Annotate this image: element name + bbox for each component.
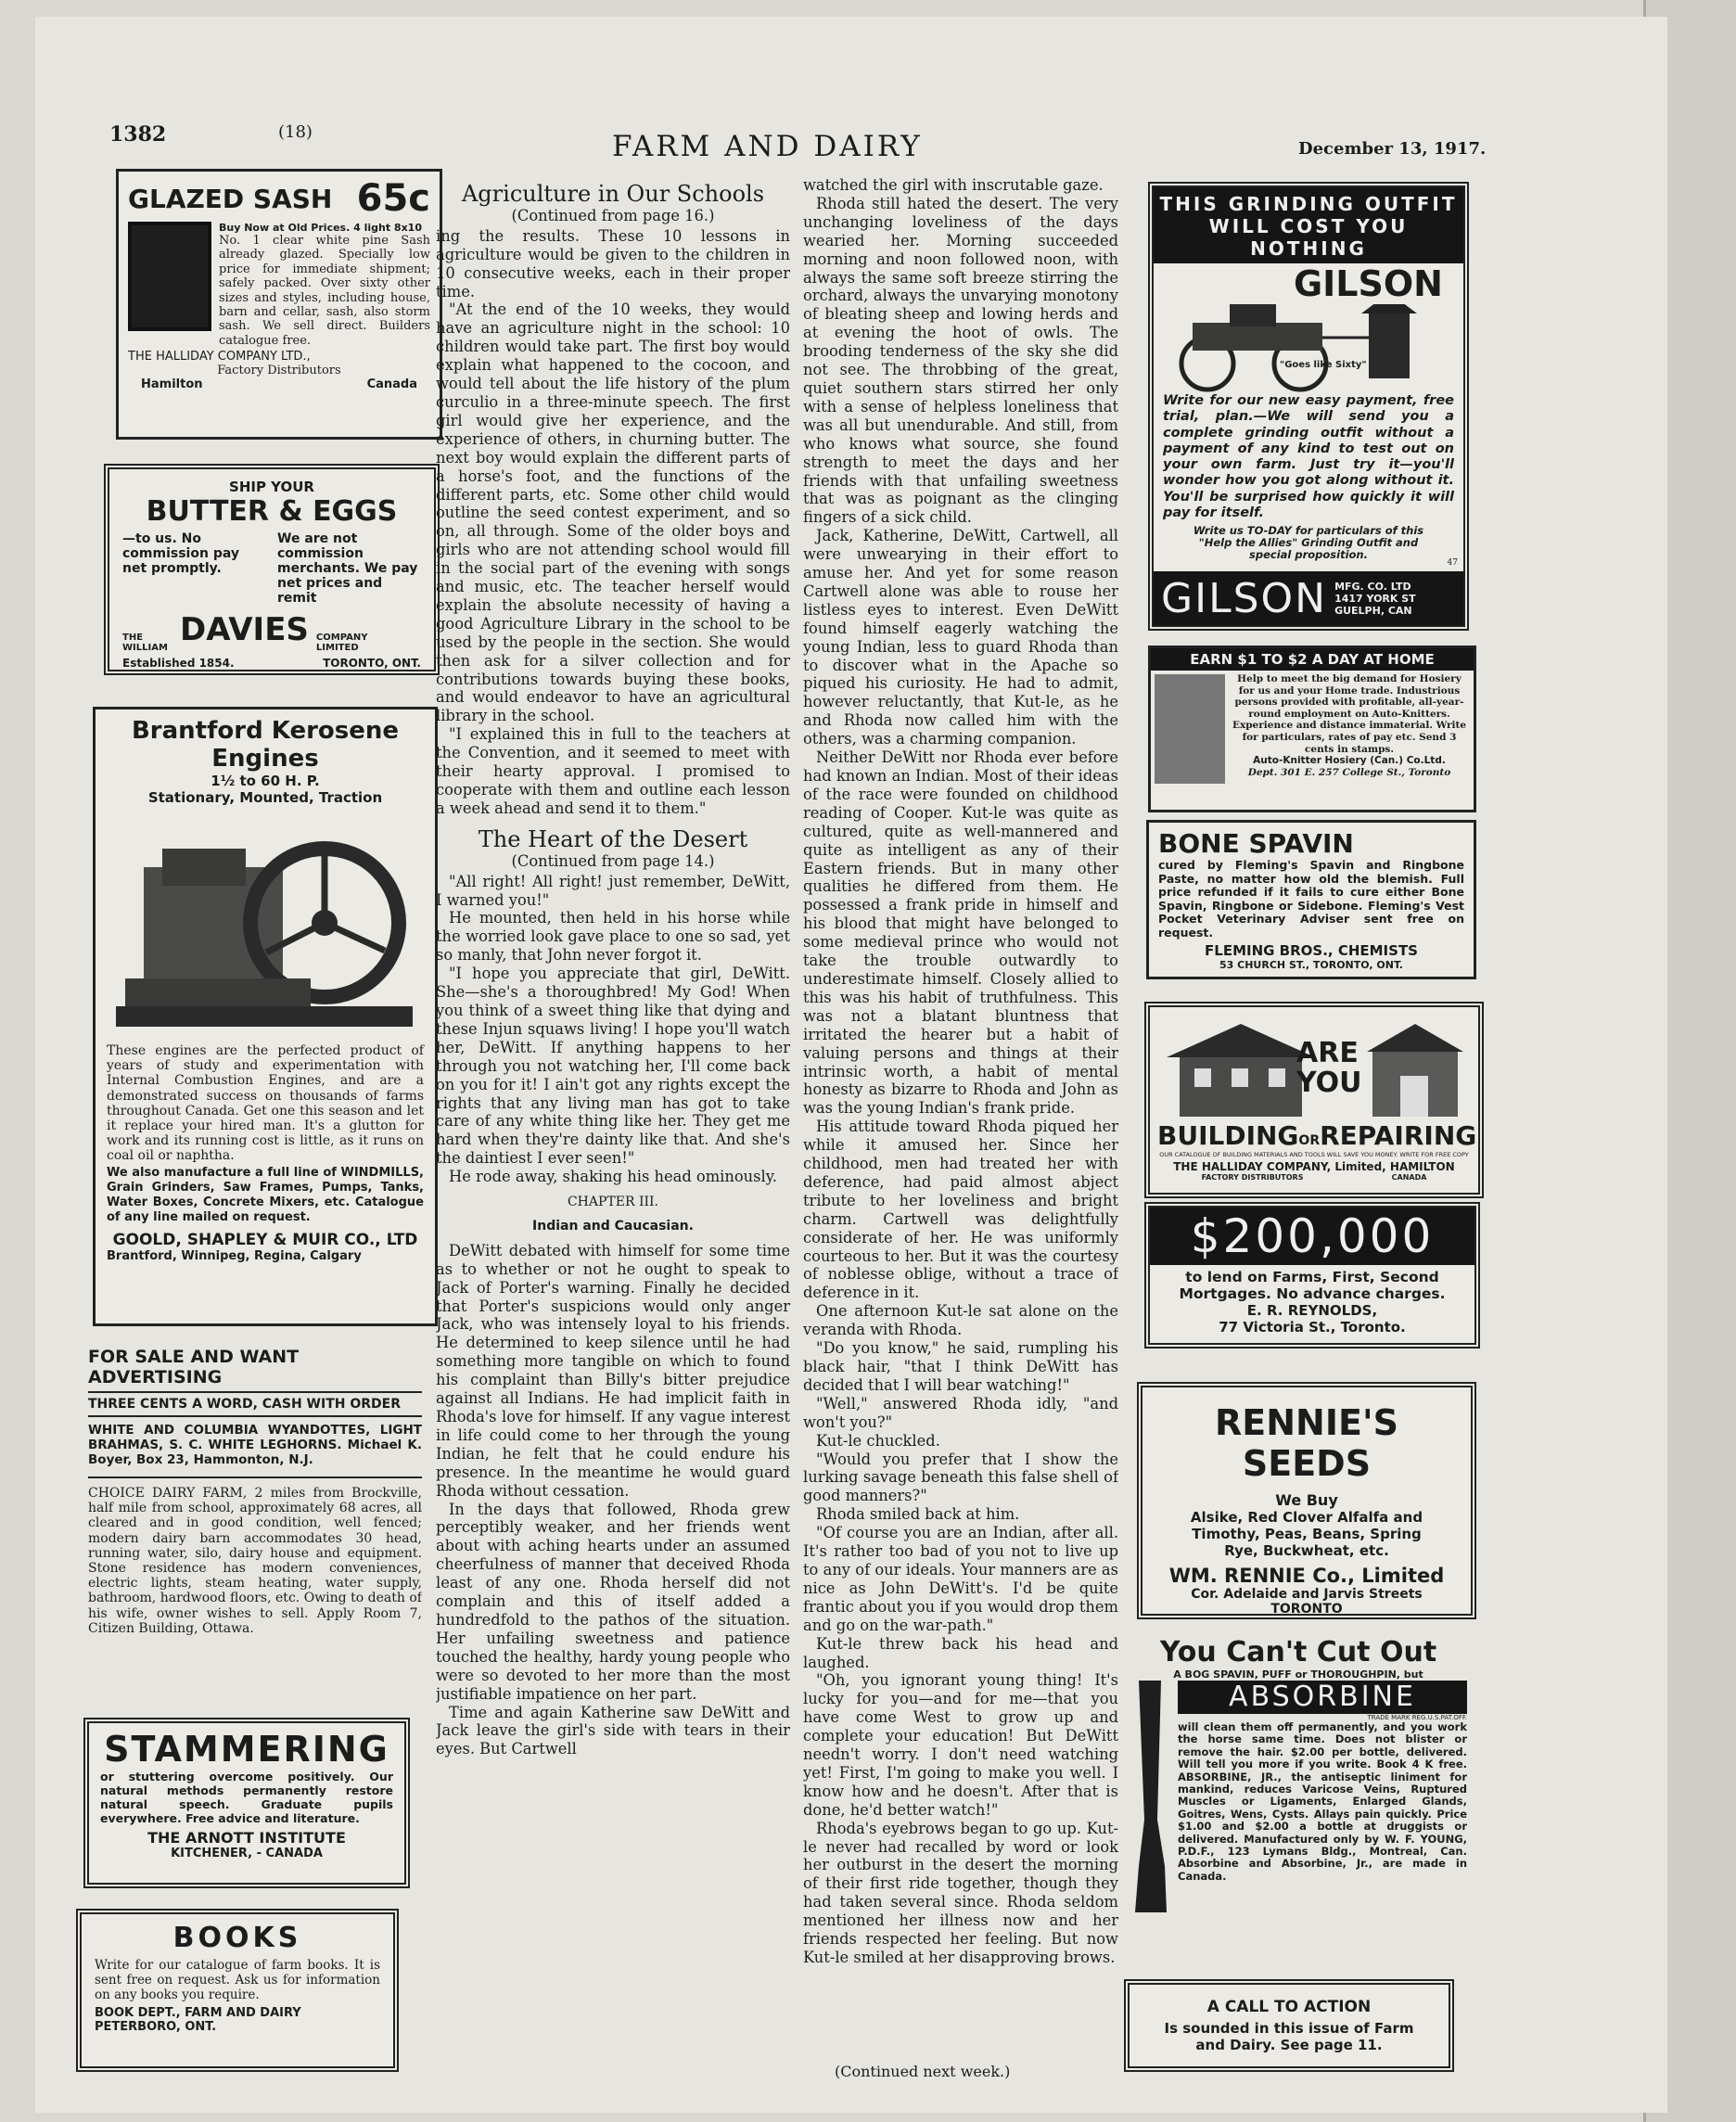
chapter-number: CHAPTER III. bbox=[567, 1195, 659, 1210]
books-city: PETERBORO, ONT. bbox=[95, 2020, 217, 2034]
knitter-body: Help to meet the big demand for Hosiery for us and your Home trade. Industrious persons provided with profitable, all-year-round employment on Auto-Knitters. Experience and distance immaterial. Write for particulars, rates of pay etc. Send 3 cents in stamps. bbox=[1232, 673, 1467, 755]
halliday-country: CANADA bbox=[1391, 1173, 1427, 1182]
desert-title: The Heart of the Desert bbox=[478, 825, 748, 852]
or-word: OR bbox=[1298, 1133, 1321, 1148]
rennie-address: Cor. Adelaide and Jarvis Streets bbox=[1191, 1587, 1423, 1602]
davies-company-limited: COMPANY LIMITED bbox=[315, 633, 368, 653]
desert-paragraph: DeWitt debated with himself for some time as to whether or not he ought to speak to Jack of Porter's warning. Finally he decided that Porter's suspicions would only anger Jack, who was intensely loyal to his friends. He determined to keep silence until he had something more tangible on which to found his complaint than Billy's bitter prejudice against all Indians. He had implicit faith in Rhoda's love for himself. If any vague interest in life could come to her through the young Indian, he felt that he could endure his presence. In the meantime he would guard Rhoda without cessation. bbox=[436, 1241, 790, 1500]
desert-paragraph: One afternoon Kut-le sat alone on the veranda with Rhoda. bbox=[803, 1302, 1118, 1339]
davies-body-right: We are not commission merchants. We pay net prices and remit bbox=[277, 531, 418, 606]
gilson-brand: GILSON bbox=[1293, 263, 1443, 304]
brantford-title: Brantford Kerosene Engines bbox=[131, 717, 400, 773]
books-dept: BOOK DEPT., FARM AND DAIRY bbox=[95, 2006, 301, 2020]
buildings-illustration bbox=[1157, 1011, 1471, 1120]
desert-paragraph: Kut-le threw back his head and laughed. bbox=[803, 1634, 1118, 1671]
sub-page-number: (18) bbox=[278, 122, 313, 142]
desert-paragraph: His attitude toward Rhoda piqued her while it amused her. Since her childhood, men had treated her with deference, had paid almost abject tribute to her loveliness and bright charm. Cartwell was delightfully considerate of her. He was uniformly courteous to her. But it was the courtesy of noblesse oblige, without a trace of deference in it. bbox=[803, 1118, 1118, 1302]
chapter-title: Indian and Caucasian. bbox=[532, 1218, 694, 1234]
davies-ad bbox=[104, 464, 440, 675]
desert-paragraph: Jack, Katherine, DeWitt, Cartwell, all were unwearying in their effort to amuse her. And yet for some reason Cartwell alone was able to rouse her listless eyes to interest. Even DeWitt found himself eagerly watching the young Indian, less to guard Rhoda than to discover what in the Apache so piqued his curiosity. He had to admit, however reluctantly, that Kut-le, as he and Rhoda now called him with the others, was a charming companion. bbox=[803, 527, 1118, 748]
classified-section bbox=[88, 1347, 422, 1699]
books-title: BOOKS bbox=[172, 1922, 302, 1954]
absorbine-body: will clean them off permanently, and you work the horse same time. Does not blister or remove the hair. $2.00 per bottle, delivered. Will tell you more if you write. Book 4 K free. ABSORBINE, JR., the antiseptic liniment for mankind, reduces Varicose Veins, Ruptured Muscles or Ligaments, Enlarged Glands, Goitres, Wens, Cysts. Allays pain quickly. Price $1.00 and $2.00 a bottle at druggists or delivered. Manufactured only by W. F. YOUNG, P.D.F., 123 Lymans Bldg., Montreal, Can. Absorbine and Absorbine, Jr., are made in Canada. bbox=[1178, 1720, 1467, 1883]
agriculture-paragraph: "I explained this in full to the teachers at the Convention, and it seemed to meet with their hearty approval. I promised to cooperate with them and outline each lesson a week ahead and send it to them." bbox=[436, 725, 790, 817]
auto-knitter-ad bbox=[1148, 646, 1476, 812]
halliday-building-ad bbox=[1144, 1002, 1484, 1198]
horse-leg-illustration bbox=[1130, 1681, 1172, 1922]
glazed-sash-city: Hamilton bbox=[141, 377, 203, 392]
reynolds-name: E. R. REYNOLDS, bbox=[1246, 1302, 1378, 1319]
call-body: Is sounded in this issue of Farm and Dairy. See page 11. bbox=[1164, 2020, 1414, 2053]
glazed-sash-body: No. 1 clear white pine Sash already glazed. Specially low price for immediate shipment; safely packed. Over sixty other sizes and styles, including house, barn and cellar, sash, also storm sash. We sell direct. Builders catalogue free. bbox=[219, 234, 430, 348]
rennie-title: RENNIE'S SEEDS bbox=[1215, 1402, 1398, 1484]
rennie-we-buy: We Buy bbox=[1275, 1491, 1338, 1509]
desert-paragraph: In the days that followed, Rhoda grew perceptibly weaker, and her friends went about with aching hearts under an assumed cheerfulness of manner that deceived Rhoda least of any one. Rhoda herself did not complain and this of itself added a hundredfold to the pathos of the situation. Her unfailing sweetness and patience touched the healthy, hardy young people who were so devoted to her more than the most justifiable impatience on her part. bbox=[436, 1500, 790, 1703]
desert-paragraph: Rhoda's eyebrows began to go up. Kut-le never had recalled by word or look her outburst in the desert the morning of their first ride together, though they had taken several since. Rhoda seldom mentioned her illness now and her friends respected her feeling. But now Kut-le smiled at her disapproving brows. bbox=[803, 1819, 1118, 1966]
spavin-title: BONE SPAVIN bbox=[1158, 828, 1354, 859]
classified-item-wyandottes: WHITE AND COLUMBIA WYANDOTTES, LIGHT BRAHMAS, S. C. WHITE LEGHORNS. Michael K. Boyer, Box 23, Hammonton, N.J. bbox=[88, 1423, 422, 1467]
knitter-illustration bbox=[1155, 674, 1225, 784]
stammering-title: STAMMERING bbox=[104, 1729, 389, 1770]
davies-ship: SHIP YOUR bbox=[229, 479, 314, 495]
agriculture-title: Agriculture in Our Schools bbox=[461, 182, 765, 207]
davies-title: BUTTER & EGGS bbox=[146, 495, 398, 528]
desert-paragraph: "All right! All right! just remember, DeWitt, I warned you!" bbox=[436, 872, 790, 909]
stammering-ad bbox=[83, 1718, 410, 1888]
stammering-city: KITCHENER, - CANADA bbox=[171, 1847, 323, 1860]
desert-paragraph: Neither DeWitt nor Rhoda ever before had known an Indian. Most of their ideas of the race were founded on childhood reading of Cooper. Kut-le was quite as cultured, quite as well-mannered and quite as intelligent as any of their Eastern friends. But in many other qualities he differed from them. He possessed a frank pride in himself and his blood that might have belonged to some medieval prince who would not take the trouble outwardly to underestimate himself. Closely allied to this was his habit of truthfulness. This was not a blatant bluntness that irritated the hearer but a habit of valuing persons and things at their intrinsic worth, a habit of mental honesty as bizarre to Rhoda and John as was the young Indian's frank pride. bbox=[803, 748, 1118, 1118]
knitter-address: Dept. 301 E. 257 College St., Toronto bbox=[1247, 766, 1451, 778]
davies-body-left: —to us. No commission pay net promptly. bbox=[122, 531, 239, 576]
gilson-number: 47 bbox=[1447, 558, 1458, 568]
knitter-title: EARN $1 TO $2 A DAY AT HOME bbox=[1151, 648, 1474, 671]
reynolds-body: to lend on Farms, First, Second Mortgages. No advance charges. bbox=[1179, 1269, 1446, 1302]
agriculture-continued: (Continued from page 16.) bbox=[511, 206, 715, 224]
desert-continued: (Continued from page 14.) bbox=[511, 851, 715, 870]
gilson-footer-addr1: 1417 YORK ST bbox=[1334, 592, 1416, 605]
gilson-footer-addr2: GUELPH, CAN bbox=[1334, 604, 1412, 617]
knitter-company: Auto-Knitter Hosiery (Can.) Co.Ltd. bbox=[1253, 755, 1446, 767]
classified-rate: THREE CENTS A WORD, CASH WITH ORDER bbox=[88, 1397, 401, 1412]
gilson-head-2: WILL COST YOU NOTHING bbox=[1154, 215, 1463, 263]
glazed-sash-price: 65c bbox=[356, 177, 430, 220]
desert-paragraph: He rode away, shaking his head ominously. bbox=[449, 1168, 777, 1186]
absorbine-sub: A BOG SPAVIN, PUFF or THOROUGHPIN, but bbox=[1173, 1668, 1423, 1681]
rennie-company: WM. RENNIE Co., Limited bbox=[1168, 1565, 1445, 1587]
brantford-company: GOOLD, SHAPLEY & MUIR CO., LTD bbox=[112, 1230, 418, 1249]
davies-city: TORONTO, ONT. bbox=[323, 657, 421, 670]
halliday-subline: FACTORY DISTRIBUTORS bbox=[1201, 1173, 1304, 1182]
repairing-word: REPAIRING bbox=[1320, 1120, 1477, 1151]
reynolds-address: 77 Victoria St., Toronto. bbox=[1219, 1319, 1406, 1336]
spavin-company: FLEMING BROS., CHEMISTS bbox=[1205, 941, 1418, 959]
brantford-cities: Brantford, Winnipeg, Regina, Calgary bbox=[107, 1248, 362, 1263]
brantford-hp: 1½ to 60 H. P. bbox=[211, 773, 320, 789]
halliday-company: THE HALLIDAY COMPANY, Limited, HAMILTON bbox=[1173, 1160, 1455, 1173]
article-column-middle bbox=[436, 182, 790, 2083]
gilson-tagline: "Goes like Sixty" bbox=[1280, 360, 1367, 370]
rennie-items: Alsike, Red Clover Alfalfa and Timothy, Peas, Beans, Spring Rye, Buckwheat, etc. bbox=[1190, 1509, 1423, 1559]
brantford-body: These engines are the perfected product of years of study and experimentation with Internal Combustion Engines, and are a demonstrated success on thousands of farms throughout Canada. Get one this season and let it replace your hired man. It's a glutton for work and its running cost is little, as it runs on coal oil or naphtha. bbox=[107, 1043, 424, 1164]
article-column-right bbox=[803, 176, 1118, 2059]
gilson-ad bbox=[1148, 182, 1469, 631]
books-ad bbox=[76, 1909, 399, 2072]
desert-paragraph: "I hope you appreciate that girl, DeWitt. She—she's a thoroughbred! My God! When you think of a sweet thing like that dying and these Injun squaws living! I hope you'll watch her, DeWitt. If anything happens to her through you not watching her, I'll come back on you for it! I ain't got any rights except the rights that any living man has got to take care of any white thing like her. They get me hard when they're dainty like that. And she's the daintiest I ever seen!" bbox=[436, 965, 790, 1168]
desert-paragraph: "Would you prefer that I show the lurking savage beneath this false shell of good manners?" bbox=[803, 1450, 1118, 1505]
desert-paragraph: "Of course you are an Indian, after all. It's rather too bad of you not to live up to any of our ideals. Your manners are as nice as John DeWitt's. I'd be quite frantic about you if you would drop them and go on the war-path." bbox=[803, 1524, 1118, 1634]
call-to-action-box bbox=[1124, 1979, 1454, 2072]
call-title: A CALL TO ACTION bbox=[1206, 1998, 1372, 2016]
halliday-sub: OUR CATALOGUE OF BUILDING MATERIALS AND TOOLS WILL SAVE YOU MONEY. WRITE FOR FREE COPY bbox=[1159, 1151, 1469, 1158]
gilson-footer-co: MFG. CO. LTD bbox=[1334, 580, 1411, 593]
absorbine-brand: ABSORBINE bbox=[1178, 1681, 1467, 1714]
issue-date: December 13, 1917. bbox=[1298, 139, 1487, 159]
books-body: Write for our catalogue of farm books. It is sent free on request. Ask us for information on any books you require. bbox=[95, 1958, 380, 2002]
absorbine-trademark: TRADE MARK REG.U.S.PAT.OFF. bbox=[1367, 1714, 1467, 1721]
davies-name: DAVIES bbox=[180, 611, 309, 648]
gilson-body: Write for our new easy payment, free trial, plan.—We will send you a complete grinding outfit without a payment of any kind to test out on your own farm. Just try it—you'll wonder how you got along without it. You'll be surprised how quickly it will pay for itself. bbox=[1163, 393, 1454, 521]
rennie-city: TORONTO bbox=[1270, 1602, 1343, 1617]
gilson-head-1: THIS GRINDING OUTFIT bbox=[1154, 187, 1463, 215]
engine-illustration bbox=[107, 812, 424, 1043]
glazed-sash-lead: Buy Now at Old Prices. 4 light 8x10 bbox=[219, 222, 422, 234]
brantford-body2: We also manufacture a full line of WINDMILLS, Grain Grinders, Saw Frames, Pumps, Tanks, Water Boxes, Concrete Mixers, etc. Catalogue of any line mailed on request. bbox=[107, 1165, 424, 1224]
continued-next-week: (Continued next week.) bbox=[835, 2063, 1011, 2080]
desert-paragraph: Time and again Katherine saw DeWitt and Jack leave the girl's side with tears in their eyes. But Cartwell bbox=[436, 1703, 790, 1758]
desert-paragraph: "Do you know," he said, rumpling his black hair, "that I think DeWitt has decided that I will bear watching!" bbox=[803, 1339, 1118, 1394]
desert-paragraph: Rhoda smiled back at him. bbox=[816, 1505, 1020, 1524]
glazed-sash-country: Canada bbox=[366, 377, 417, 392]
window-illustration bbox=[128, 222, 211, 331]
are-you-text: ARE YOU bbox=[1296, 1037, 1362, 1099]
agriculture-paragraph: ing the results. These 10 lessons in agriculture would be given to the children in 10 consecutive weeks, each in their proper time. bbox=[436, 226, 790, 300]
classified-item-dairy-farm: CHOICE DAIRY FARM, 2 miles from Brockville, half mile from school, approximately 68 acres, all cleared and in good condition, well fenced; modern dairy barn accommodates 30 head, running water, silo, dairy house and equipment. Stone residence has modern conveniences, electric lights, steam heating, water supply, bathroom, hardwood floors, etc. Owing to death of his wife, owner wishes to sell. Apply Room 7, Citizen Building, Ottawa. bbox=[88, 1486, 422, 1636]
building-word: BUILDING bbox=[1157, 1120, 1299, 1151]
classified-title: FOR SALE AND WANT ADVERTISING bbox=[88, 1347, 300, 1387]
spavin-address: 53 CHURCH ST., TORONTO, ONT. bbox=[1219, 958, 1403, 971]
desert-paragraph: Kut-le chuckled. bbox=[816, 1431, 940, 1450]
glazed-sash-subline: Factory Distributors bbox=[217, 364, 341, 378]
glazed-sash-title: GLAZED SASH bbox=[128, 183, 333, 214]
davies-established: Established 1854. bbox=[122, 657, 235, 670]
masthead: FARM AND DAIRY bbox=[612, 130, 923, 163]
glazed-sash-company: THE HALLIDAY COMPANY LTD., bbox=[128, 350, 311, 364]
desert-paragraph: watched the girl with inscrutable gaze. bbox=[803, 176, 1104, 194]
gilson-footer-brand: GILSON bbox=[1161, 574, 1328, 622]
reynolds-amount: $200,000 bbox=[1150, 1208, 1474, 1265]
spavin-body: cured by Fleming's Spavin and Ringbone Paste, no matter how old the blemish. Full price refunded if it fails to cure either Bone Spavin, Ringbone or Sidebone. Fleming's Vest Pocket Veterinary Adviser sent free on request. bbox=[1158, 858, 1464, 940]
desert-paragraph: He mounted, then held in his horse while the worried look gave place to one so sad, yet so manly, that John never forgot it. bbox=[436, 909, 790, 965]
rennie-seeds-ad bbox=[1137, 1382, 1476, 1619]
stammering-body: or stuttering overcome positively. Our natural methods permanently restore natural speech. Graduate pupils everywhere. Free advice and literature. bbox=[100, 1770, 393, 1825]
davies-the-william: THE WILLIAM bbox=[122, 633, 168, 653]
stammering-institute: THE ARNOTT INSTITUTE bbox=[147, 1829, 346, 1847]
glazed-sash-ad bbox=[116, 169, 442, 440]
bone-spavin-ad bbox=[1146, 820, 1476, 979]
brantford-engines-ad bbox=[93, 707, 438, 1326]
desert-paragraph: "Well," answered Rhoda idly, "and won't you?" bbox=[803, 1394, 1118, 1431]
agriculture-paragraph: "At the end of the 10 weeks, they would have an agriculture night in the school: 10 children would take part. The first boy would explain what happened to the cocoon, and would tell about the life history of the plum curculio in a three-minute speech. The first girl would give her experience, and the experience of others, in churning butter. The next boy would explain the different parts of a horse's foot, and the functions of the different parts, etc. Some other child would outline the seed contest experiment, and so on, all through. Some of the older boys and girls who are not attending school would fill in the social part of the evening with songs and music, etc. The teacher herself would explain the absolute necessity of having a good Agriculture Library in the school to be used by the people in the section. She would then ask for a silver collection and for contributions towards buying these books, and would endeavor to have an agricultural library in the school. bbox=[436, 300, 790, 725]
reynolds-loan-ad bbox=[1144, 1202, 1480, 1349]
brantford-types: Stationary, Mounted, Traction bbox=[147, 789, 383, 806]
desert-paragraph: Rhoda still hated the desert. The very unchanging loveliness of the days wearied her. Morning succeeded morning and noon followed noon, with always the same soft breeze stirring the orchard, always the unvarying monotony of bleating sheep and lowing herds and at evening the hoot of owls. The brooding tenderness of the sky she did not see. The throbbing of the great, quiet southern stars stirred her only with a sense of helpless loneliness that was all but unendurable. And still, from who knows what source, she found strength to meet the days and her friends with that unfailing sweetness that was as poignant as the clinging fingers of a sick child. bbox=[803, 194, 1118, 527]
gilson-body2: Write us TO-DAY for particulars of this "Help the Allies" Grinding Outfit and special proposition. bbox=[1193, 524, 1424, 562]
desert-paragraph: "Oh, you ignorant young thing! It's lucky for you—and for me—that you have come West to grow up and complete your education! But DeWitt needn't worry. I don't need watching yet! First, I'm going to make you well. I know how and he doesn't. After that is done, he'd better watch!" bbox=[803, 1671, 1118, 1819]
page-number: 1382 bbox=[109, 122, 167, 147]
grinder-illustration bbox=[1165, 304, 1452, 393]
absorbine-ad bbox=[1130, 1636, 1467, 1944]
absorbine-title: You Can't Cut Out bbox=[1159, 1636, 1437, 1668]
